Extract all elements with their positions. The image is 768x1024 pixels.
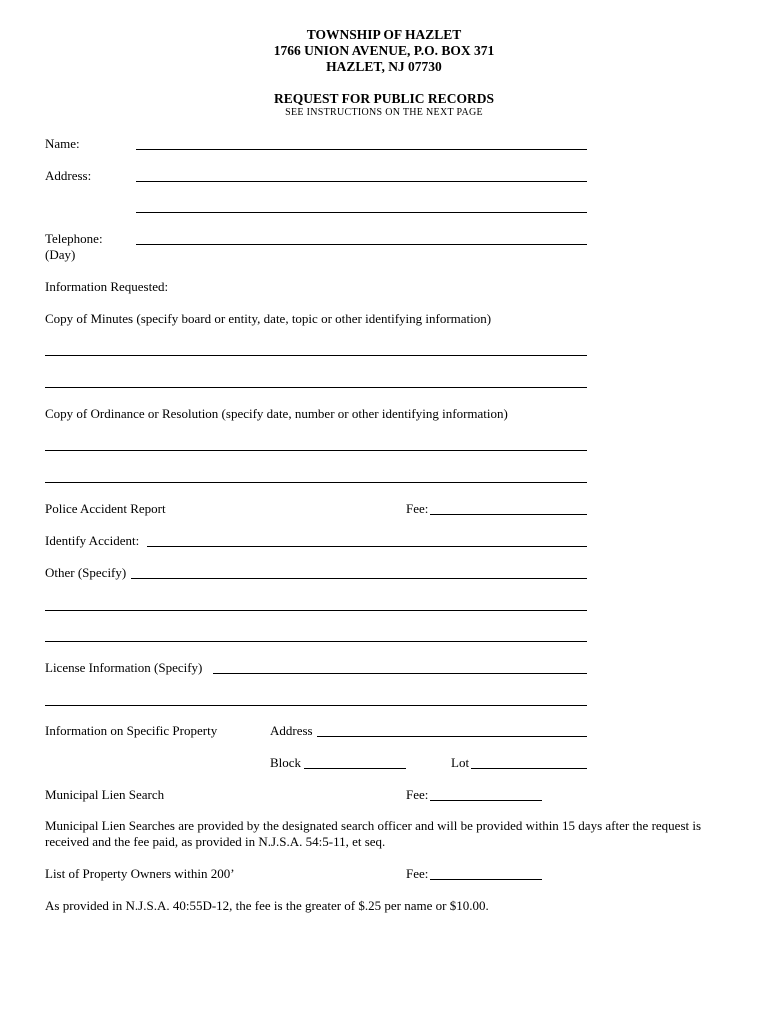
- ordinance-line-2[interactable]: [45, 482, 587, 483]
- lien-fee-label: Fee:: [406, 787, 429, 802]
- township-address: 1766 UNION AVENUE, P.O. BOX 371: [273, 43, 495, 58]
- owners-fee-label: Fee:: [406, 866, 429, 881]
- lot-label: Lot: [451, 755, 470, 770]
- identify-accident-label: Identify Accident:: [45, 533, 140, 548]
- minutes-line-2[interactable]: [45, 387, 587, 388]
- license-info-label: License Information (Specify): [45, 660, 203, 675]
- license-line-2[interactable]: [45, 705, 587, 706]
- owners-fee-note: As provided in N.J.S.A. 40:55D-12, the fee is the greater of $.25 per name or $10.00.: [45, 898, 489, 913]
- name-label: Name:: [45, 136, 80, 151]
- specific-property-label: Information on Specific Property: [45, 723, 218, 738]
- telephone-sub-label: (Day): [45, 247, 76, 262]
- minutes-label: Copy of Minutes (specify board or entity, date, topic or other identifying information): [45, 311, 492, 326]
- telephone-line[interactable]: [136, 244, 587, 245]
- lien-fee-line[interactable]: [430, 800, 542, 801]
- other-line-2[interactable]: [45, 610, 587, 611]
- ordinance-label: Copy of Ordinance or Resolution (specify date, number or other identifying information): [45, 406, 508, 421]
- lien-search-label: Municipal Lien Search: [45, 787, 165, 802]
- address-label: Address:: [45, 168, 92, 183]
- minutes-line-1[interactable]: [45, 355, 587, 356]
- telephone-label: Telephone:: [45, 231, 103, 246]
- instructions-note: SEE INSTRUCTIONS ON THE NEXT PAGE: [285, 107, 483, 118]
- lien-search-note: Municipal Lien Searches are provided by the designated search officer and will be provided within 15 days after the request is received and the fee paid, as provided in N.J.S.A. 54:5-11, et seq.: [45, 818, 702, 849]
- info-requested-label: Information Requested:: [45, 279, 169, 294]
- police-report-label: Police Accident Report: [45, 501, 166, 516]
- other-line-1[interactable]: [131, 578, 587, 579]
- property-address-line[interactable]: [317, 736, 587, 737]
- police-fee-label: Fee:: [406, 501, 429, 516]
- ordinance-line-1[interactable]: [45, 450, 587, 451]
- block-line[interactable]: [304, 768, 406, 769]
- other-line-3[interactable]: [45, 641, 587, 642]
- township-city: HAZLET, NJ 07730: [326, 59, 442, 74]
- township-name: TOWNSHIP OF HAZLET: [306, 27, 462, 42]
- police-fee-line[interactable]: [430, 514, 587, 515]
- license-line-1[interactable]: [213, 673, 587, 674]
- name-line[interactable]: [136, 149, 587, 150]
- form-title: REQUEST FOR PUBLIC RECORDS: [274, 91, 494, 106]
- block-label: Block: [270, 755, 302, 770]
- property-owners-label: List of Property Owners within 200’: [45, 866, 235, 881]
- identify-accident-line[interactable]: [147, 546, 587, 547]
- property-address-label: Address: [270, 723, 313, 738]
- address-line-1[interactable]: [136, 181, 587, 182]
- address-line-2[interactable]: [136, 212, 587, 213]
- lot-line[interactable]: [471, 768, 587, 769]
- other-specify-label: Other (Specify): [45, 565, 127, 580]
- owners-fee-line[interactable]: [430, 879, 542, 880]
